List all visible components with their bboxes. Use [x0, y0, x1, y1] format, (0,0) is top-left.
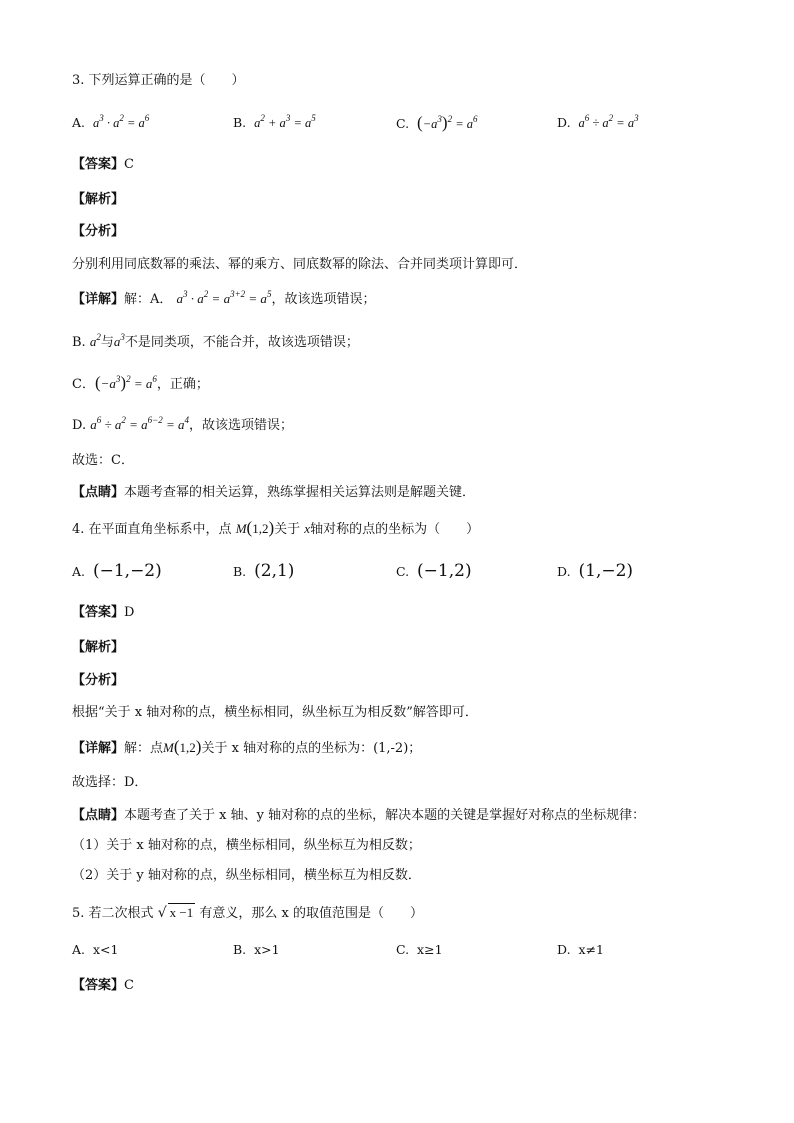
option-label: D. — [557, 564, 571, 579]
q5-option-d — [557, 941, 604, 959]
q4-option-b — [233, 562, 294, 581]
comment-tag: 【点睛】 — [72, 485, 125, 500]
option-label: C. — [396, 564, 410, 579]
comment-tag: 【点睛】 — [72, 808, 125, 823]
option-label: B. — [233, 942, 247, 957]
q3-analysis-text: 分别利用同底数幂的乘法、幂的乘方、同底数幂的除法、合并同类项计算即可． — [72, 257, 528, 272]
detail-a-prefix: 解：A． — [124, 292, 173, 307]
radicand: x −1 — [169, 905, 194, 920]
option-expr: (−1,2) — [417, 561, 472, 581]
detail-b-prefix: B. — [72, 335, 86, 350]
q4-comment — [72, 807, 645, 825]
q4-analysis-tag: 【分析】 — [72, 673, 125, 688]
option-expr: (−1,−2) — [92, 561, 162, 581]
q3-option-b: B. $a^2 + a^3 = a^5$ — [233, 113, 316, 130]
q4-answer — [72, 604, 134, 622]
detail-a-suffix: ，故该选项错误； — [271, 292, 376, 307]
option-label: B. — [233, 115, 247, 130]
detail-d-suffix: ，故该选项错误； — [189, 418, 294, 433]
answer-value: C — [124, 157, 134, 172]
q5-stem-prefix: 5. 若二次根式 — [72, 906, 154, 921]
option-label: A. — [72, 942, 86, 957]
q4-rule-1: （1）关于 x 轴对称的点，横坐标相同，纵坐标互为相反数； — [72, 838, 421, 853]
q3-analysis-tag: 【分析】 — [72, 224, 125, 239]
detail-b-mid: 与 — [100, 335, 114, 350]
q4-stem-mid: 关于 — [274, 522, 301, 537]
option-expr: x<1 — [92, 942, 119, 957]
option-expr: (1,−2) — [578, 561, 634, 581]
detail-d-prefix: D. — [72, 418, 87, 433]
detail-c-suffix: ，正确； — [156, 377, 209, 392]
option-label: A. — [72, 564, 86, 579]
answer-value: D — [124, 605, 135, 620]
q3-detail-a: 【详解】解：A． $a^3 \cdot a^2 = a^{3+2} = a^5$，故该选项错误； — [72, 289, 376, 307]
detail-b-suffix: 不是同类项，不能合并，故该选项错误； — [124, 335, 359, 350]
q5-stem-suffix: 有意义，那么 x 的取值范围是（ ） — [199, 906, 423, 921]
q3-stem: 3. 下列运算正确的是（ ） — [72, 73, 245, 88]
q4-stem-suffix: 轴对称的点的坐标为（ ） — [310, 522, 480, 537]
q3-option-c: C. $(-a^3)^2 = a^6$ — [396, 113, 478, 132]
q5-option-c — [396, 941, 443, 959]
q5-stem — [72, 903, 423, 923]
q4-option-d — [557, 562, 633, 581]
q3-comment — [72, 484, 475, 502]
option-label: D. — [557, 942, 571, 957]
detail-suffix: 关于 x 轴对称的点的坐标为：(1,-2)； — [201, 741, 422, 756]
q5-option-a — [72, 941, 118, 959]
comment-text: 本题考查了关于 x 轴、y 轴对称的点的坐标，解决本题的关键是掌握好对称点的坐标规律： — [124, 808, 646, 823]
q4-detail: 【详解】解：点M(1,2)关于 x 轴对称的点的坐标为：(1,-2)； — [72, 737, 422, 756]
q4-stem-prefix: 4. 在平面直角坐标系中，点 — [72, 522, 232, 537]
q3-answer — [72, 156, 134, 174]
q4-option-c — [396, 562, 472, 581]
q3-detail-d: D. $a^6 \div a^2 = a^{6-2} = a^4$，故该选项错误； — [72, 415, 294, 433]
q3-detail-c: C．$(-a^3)^2 = a^6$，正确； — [72, 373, 209, 392]
q3-option-a: A. $a^3 \cdot a^2 = a^6$ — [72, 113, 150, 130]
q4-option-a — [72, 562, 162, 581]
q4-stem: 4. 在平面直角坐标系中，点 M(1,2)关于 x轴对称的点的坐标为（ ） — [72, 518, 480, 537]
q5-answer — [72, 977, 134, 995]
detail-tag: 【详解】 — [72, 741, 125, 756]
q3-choose: 故选：C． — [72, 453, 134, 468]
q3-explain-tag: 【解析】 — [72, 192, 125, 207]
option-label: D. — [557, 115, 571, 130]
answer-tag: 【答案】 — [72, 157, 125, 172]
answer-value: C — [124, 978, 134, 993]
q4-choose: 故选择：D． — [72, 775, 148, 790]
detail-c-prefix: C． — [72, 377, 95, 392]
q3-detail-b: B. $a^2$与$a^3$不是同类项，不能合并，故该选项错误； — [72, 332, 359, 350]
answer-tag: 【答案】 — [72, 605, 125, 620]
option-expr: (2,1) — [254, 561, 295, 581]
detail-prefix: 解：点 — [124, 741, 164, 756]
q4-explain-tag: 【解析】 — [72, 640, 125, 655]
detail-tag: 【详解】 — [72, 292, 125, 307]
option-label: C. — [396, 942, 410, 957]
sqrt-icon: √ — [157, 905, 167, 921]
option-label: A. — [72, 115, 86, 130]
comment-text: 本题考查幂的相关运算，熟练掌握相关运算法则是解题关键． — [124, 485, 476, 500]
option-expr: x≥1 — [417, 942, 443, 957]
option-expr: x>1 — [254, 942, 280, 957]
q4-rule-2: （2）关于 y 轴对称的点，纵坐标相同，横坐标互为相反数． — [72, 868, 421, 883]
q4-analysis-text: 根据“关于 x 轴对称的点，横坐标相同，纵坐标互为相反数”解答即可． — [72, 705, 478, 720]
q3-option-d: D. $a^6 \div a^2 = a^3$ — [557, 113, 639, 130]
answer-tag: 【答案】 — [72, 978, 125, 993]
option-label: C. — [396, 116, 410, 131]
option-expr: x≠1 — [578, 942, 604, 957]
q5-option-b — [233, 941, 280, 959]
option-label: B. — [233, 564, 247, 579]
